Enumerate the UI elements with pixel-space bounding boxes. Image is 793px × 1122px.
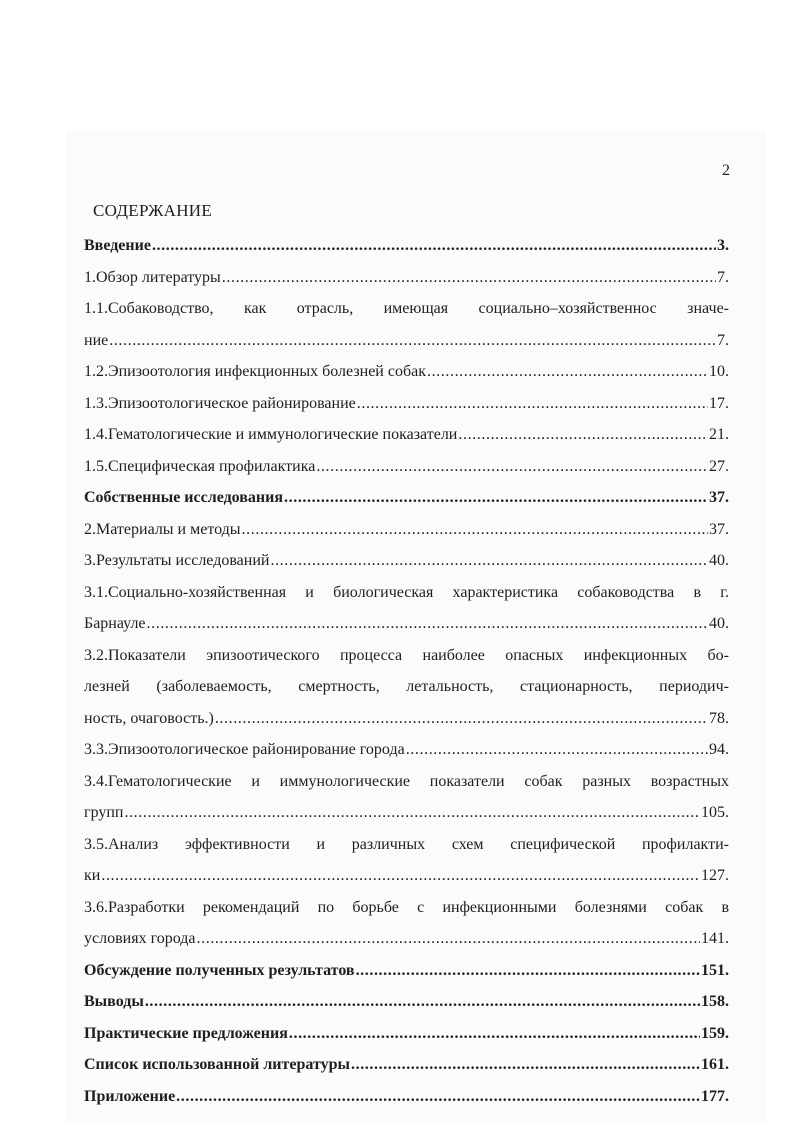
dot-leader — [357, 388, 708, 420]
toc-entry-title-line: групп — [84, 804, 124, 821]
toc-entry-title-line: Барнауле — [84, 615, 146, 632]
toc-entry-references — [84, 1049, 729, 1081]
toc-entry-section-1-1 — [84, 293, 729, 356]
toc-entry-page: 3. — [717, 237, 729, 254]
toc-entry-page: 7. — [717, 268, 729, 286]
toc-entry-own-research — [84, 482, 729, 514]
dot-leader — [270, 545, 708, 577]
toc-entry-page: 161. — [701, 1056, 729, 1073]
toc-entry-title: 3.3.Эпизоотологическое районирование города — [84, 741, 405, 758]
table-of-contents — [84, 230, 729, 1112]
toc-entry-title-line: 3.2.Показатели эпизоотического процесса наиболее опасных инфекционных бо- — [84, 646, 729, 664]
toc-entry-page: 141. — [701, 930, 729, 947]
toc-entry-title: 1.2.Эпизоотология инфекционных болезней собак — [84, 363, 426, 380]
toc-entry-title: 1.3.Эпизоотологическое районирование — [84, 394, 356, 412]
toc-entry-page: 159. — [701, 1024, 729, 1042]
toc-entry-section-3-5 — [84, 829, 729, 892]
toc-entry-section-1-3 — [84, 388, 729, 420]
toc-entry-title: Обсуждение полученных результатов — [84, 961, 355, 979]
toc-entry-page: 40. — [709, 552, 729, 569]
dot-leader — [289, 1018, 700, 1050]
toc-entry-section-3-4 — [84, 766, 729, 829]
toc-entry-title-line: лезней (заболеваемость, смертность, летальность, стационарность, периодич- — [84, 678, 729, 695]
page-number: 2 — [722, 162, 730, 179]
toc-entry-title: Список использованной литературы — [84, 1056, 350, 1073]
toc-entry-section-1-4 — [84, 419, 729, 451]
toc-entry-section-3-2 — [84, 640, 729, 735]
toc-entry-chapter-3 — [84, 545, 729, 577]
toc-entry-page: 78. — [709, 709, 729, 727]
toc-entry-page: 37. — [709, 520, 729, 538]
toc-entry-section-3-1 — [84, 577, 729, 640]
toc-entry-title: Собственные исследования — [84, 489, 284, 506]
dot-leader — [109, 325, 716, 357]
dot-leader — [124, 797, 700, 829]
dot-leader — [458, 419, 708, 451]
dot-leader — [427, 356, 708, 388]
dot-leader — [222, 262, 716, 294]
toc-entry-page: 21. — [709, 426, 729, 443]
toc-entry-chapter-1 — [84, 262, 729, 294]
toc-entry-page: 158. — [701, 993, 729, 1010]
toc-entry-title-line: 1.1.Собаководство, как отрасль, имеющая социально–хозяйственнос значе- — [84, 300, 729, 317]
toc-entry-page: 177. — [701, 1087, 729, 1105]
toc-entry-page: 7. — [717, 331, 729, 349]
toc-entry-title: 2.Материалы и методы — [84, 520, 241, 538]
toc-entry-title: Практические предложения — [84, 1024, 288, 1042]
toc-entry-page: 17. — [709, 394, 729, 412]
toc-entry-appendix — [84, 1081, 729, 1113]
toc-entry-title-line: 3.1.Социально-хозяйственная и биологическая характеристика собаководства в г. — [84, 583, 729, 601]
dot-leader — [101, 860, 700, 892]
toc-entry-title: 1.Обзор литературы — [84, 268, 221, 286]
dot-leader — [356, 955, 700, 987]
toc-entry-page: 105. — [701, 804, 729, 821]
dot-leader — [152, 230, 716, 262]
toc-entry-section-3-3 — [84, 734, 729, 766]
toc-entry-page: 10. — [709, 363, 729, 380]
dot-leader — [147, 608, 708, 640]
toc-entry-title: 1.4.Гематологические и иммунологические показатели — [84, 426, 458, 443]
toc-entry-section-1-5 — [84, 451, 729, 483]
toc-entry-page: 27. — [709, 457, 729, 475]
toc-entry-page: 37. — [709, 489, 729, 506]
toc-entry-title-line: ние — [84, 331, 109, 349]
toc-heading: СОДЕРЖАНИЕ — [93, 201, 213, 220]
dot-leader — [406, 734, 708, 766]
dot-leader — [197, 923, 700, 955]
toc-entry-section-1-2 — [84, 356, 729, 388]
toc-entry-title-line: 3.6.Разработки рекомендаций по борьбе с инфекционными болезнями собак в — [84, 898, 729, 916]
toc-entry-conclusions — [84, 986, 729, 1018]
toc-entry-title: Выводы — [84, 993, 144, 1010]
dot-leader — [145, 986, 700, 1018]
toc-entry-practical-proposals — [84, 1018, 729, 1050]
dot-leader — [351, 1049, 700, 1081]
dot-leader — [316, 451, 708, 483]
toc-entry-page: 127. — [701, 867, 729, 884]
toc-entry-title: 1.5.Специфическая профилактика — [84, 457, 316, 475]
dot-leader — [215, 703, 708, 735]
toc-entry-title: 3.Результаты исследований — [84, 552, 270, 569]
toc-entry-page: 40. — [709, 615, 729, 632]
toc-entry-title-line: 3.5.Анализ эффективности и различных схем специфической профилакти- — [84, 835, 729, 853]
toc-entry-page: 151. — [701, 961, 729, 979]
toc-entry-title-line: ность, очаговость.) — [84, 709, 214, 727]
dot-leader — [284, 482, 708, 514]
dot-leader — [242, 514, 708, 546]
toc-entry-title-line: ки — [84, 867, 101, 884]
toc-entry-title-line: условиях города — [84, 930, 196, 947]
toc-entry-title-line: 3.4.Гематологические и иммунологические показатели собак разных возрастных — [84, 772, 729, 790]
toc-entry-intro — [84, 230, 729, 262]
toc-entry-section-3-6 — [84, 892, 729, 955]
toc-entry-discussion — [84, 955, 729, 987]
toc-entry-title: Приложение — [84, 1087, 176, 1105]
toc-entry-page: 94. — [709, 741, 729, 758]
dot-leader — [176, 1081, 700, 1113]
toc-entry-title: Введение — [84, 237, 151, 254]
toc-entry-chapter-2 — [84, 514, 729, 546]
